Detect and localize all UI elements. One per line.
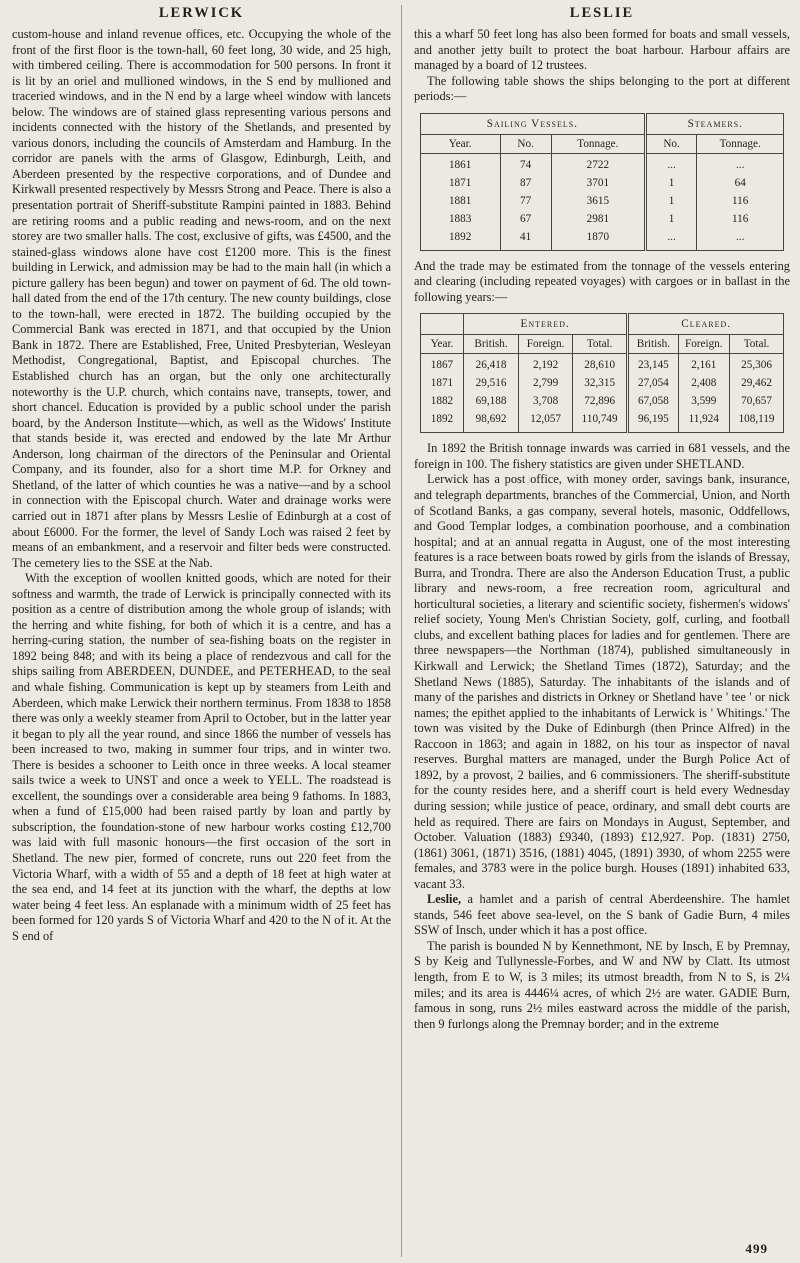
table-cell: 23,145 — [627, 354, 678, 375]
table-cell: 108,119 — [729, 410, 784, 433]
column-header: No. — [500, 134, 551, 153]
lerwick-amenities-paragraph: Lerwick has a post office, with money order, savings bank, insurance, and telegraph departments, branches of the Commercial, Union, and North of Scotland Banks, a gas company, several hotels, masonic, Oddfellows, and Good Templar lodges, a combination poorhouse, and a combination hospital; and at an annual regatta in August, one of the most interesting features is a race between boats rowed by girls from the islands of Bressay, Burra, and Trondra. There are also the Anderson Education Trust, a public library and news-room, a free recreation room, agricultural and horticultural societies, a literary and scientific society, fishermen's widows' relief society, Young Men's Christian Society, golf, curling, and football clubs, and excellent bathing places for ladies and for gentlemen. There are three newspapers—the Northman (1874), published simultaneously in Kirkwall and Lerwick; the Shetland Times (1872), Saturday; and the Shetland News (1885), Saturday. The inhabitants of the islands and of many of the parishes and districts in Orkney or Shetland have ' tee ' or nick names; the epithet applied to the inhabitants of Lerwick is ' Whitings.' The town was visited by the Duke of Edinburgh (then Prince Alfred) in the Raccoon in 1863; and again in 1882, on his tour as inspector of naval reserves. Burghal matters are managed, under the Burgh Police Act of 1892, by a provost, 2 bailies, and 6 commissioners. The sheriff-substitute for the county resides here, and a sheriff court is held every Wednesday during session; while justice of peace, ordinary, and small debt courts are held as required. There are fairs on Mondays in August, September, and October. Valuation (1883) £9340, (1893) £12,927. Pop. (1831) 2750, (1861) 3061, (1871) 3516, (1881) 4045, (1891) 3930, of whom 2255 were females, and 3783 were in the police burgh. Houses (1891) inhabited 633, vacant 33. — [414, 472, 790, 891]
page-number: 499 — [745, 1241, 768, 1256]
ships-table-intro-paragraph: The following table shows the ships belonging to the port at different periods:— — [414, 73, 790, 104]
table-cell: 1882 — [420, 392, 464, 410]
column-header: Total. — [729, 335, 784, 354]
table-row — [420, 192, 784, 210]
table-cell: 87 — [500, 174, 551, 192]
lerwick-townhall-paragraph: custom-house and inland revenue offices, etc. Occupying the whole of the front of the first floor is the town-hall, 60 feet long, 30 wide, and 25 high, with timbered ceiling. There is accommodation for 500 persons. In front it is lit by an oriel and mullioned windows, in the S end by mullioned and traceried windows, and in the N end by a large wheel window with lancets below. The windows are of stained glass representing various persons and incidents connected with the history of the Shetlands, and presented by various donors, including the councils of Amsterdam and Hamburg. In the corridor are panels with the arms of Glasgow, Edinburgh, Leith, and Aberdeen presented by the respective corporations, and of Dundee and Kirkwall presented respectively by Messrs Strong and Peace. There is also a presentation portrait of Sheriff-substitute Rampini painted in 1883. Behind are retiring rooms and a public reading and news-room, and on the next storey are two smaller halls. The cost, exclusive of gifts, was £4500, and the stained-glass windows alone have cost £1200 more. This is the finest building in Lerwick, and admission may be had to the main hall (in which a picture gallery has been begun) and tower on payment of 6d. The old town-hall dated from the end of the 17th century. The new county buildings, close to the town-hall, were erected in 1872. The building occupied by the Commercial Bank was erected in 1871, and that occupied by the Union Bank in 1872. There are Established, Free, United Presbyterian, Wesleyan Methodist, Congregational, Baptist, and Episcopal churches. The Established church has an organ, but the only one architecturally noteworthy is the U.P. church, which contains nave, transepts, tower, and short chancel. Education is provided by a public school under the parish board, by the Anderson Institute—which, as well as the Widows' Institute that stands beside it, was erected and endowed by the late Mr Arthur Anderson, long chairman of the directors of the Peninsular and Oriental Company, and its founder, also for a short time M.P. for Orkney and Shetland, of the latter of which counties he was a native—and by a school in connection with the Episcopal church. Water and drainage works were carried out in 1871 after plans by Messrs Leslie of Edinburgh at a cost of about £6000. For the former, the level of Sandy Loch was raised 2 feet by means of an embankment, and a reservoir and filter beds were constructed. The cemetery lies to the SSE at the Nab. — [12, 27, 391, 570]
table-cell: 110,749 — [573, 410, 628, 433]
group-header-blank — [420, 314, 464, 335]
table-cell: 2722 — [551, 153, 646, 174]
table-cell: 77 — [500, 192, 551, 210]
table-cell: 1861 — [420, 153, 500, 174]
table-cell: ... — [697, 228, 784, 251]
table-cell: 2,799 — [518, 374, 573, 392]
table-cell: 28,610 — [573, 354, 628, 375]
running-head-lerwick: LERWICK — [158, 5, 245, 21]
tonnage-note-paragraph: In 1892 the British tonnage inwards was carried in 681 vessels, and the foreign in 100. The fishery statistics are given under SHETLAND. — [414, 441, 790, 471]
table-group-header-row — [420, 113, 784, 134]
column-header: Year. — [420, 134, 500, 153]
table-row — [420, 174, 784, 192]
leslie-entry-paragraph — [414, 892, 790, 939]
table-cell: 70,657 — [729, 392, 784, 410]
table-cell: 32,315 — [573, 374, 628, 392]
table-cell: 2981 — [551, 210, 646, 228]
column-header: Total. — [573, 335, 628, 354]
leslie-entry-title: Leslie, — [427, 892, 462, 907]
table-row — [420, 228, 784, 251]
table-cell: 2,192 — [518, 354, 573, 375]
table-cell: 2,161 — [678, 354, 729, 375]
table-cell: ... — [646, 228, 697, 251]
table-cell: 3,708 — [518, 392, 573, 410]
table-cell: 26,418 — [464, 354, 519, 375]
table-cell: 116 — [697, 210, 784, 228]
leslie-entry-text: a hamlet and a parish of central Aberdeenshire. The hamlet stands, 546 feet above sea-level, on the S bank of Gadie Burn, 4 miles SSW of Insch, under which it has a post office. — [414, 892, 790, 938]
table-cell: 1881 — [420, 192, 500, 210]
column-header: Tonnage. — [697, 134, 784, 153]
table-row — [420, 210, 784, 228]
column-header: British. — [627, 335, 678, 354]
group-header-entered: Entered. — [464, 314, 628, 335]
table-cell: 3701 — [551, 174, 646, 192]
table-cell: 1883 — [420, 210, 500, 228]
table-cell: 1867 — [420, 354, 464, 375]
table-cell: 1870 — [551, 228, 646, 251]
table-cell: 64 — [697, 174, 784, 192]
table-cell: 3,599 — [678, 392, 729, 410]
table-cell: 1 — [646, 210, 697, 228]
right-column — [401, 5, 790, 1257]
group-header-cleared: Cleared. — [627, 314, 783, 335]
table-cell: 3615 — [551, 192, 646, 210]
tonnage-table-intro-paragraph: And the trade may be estimated from the tonnage of the vessels entering and clearing (including repeated voyages) with cargoes or in ballast in the following years:— — [414, 258, 790, 304]
table-cell: 1871 — [420, 374, 464, 392]
table-cell: 29,516 — [464, 374, 519, 392]
table-cell: 12,057 — [518, 410, 573, 433]
ships-by-period-table — [420, 113, 785, 251]
lerwick-wharf-paragraph: this a wharf 50 feet long has also been formed for boats and small vessels, and another jetty built to protect the boat harbour. Harbour affairs are managed by a board of 12 trustees. — [414, 27, 790, 73]
table-group-header-row — [420, 314, 784, 335]
group-header-steamers: Steamers. — [646, 113, 784, 134]
column-header: Foreign. — [518, 335, 573, 354]
table-cell: 96,195 — [627, 410, 678, 433]
leslie-parish-paragraph: The parish is bounded N by Kennethmont, NE by Insch, E by Premnay, S by Keig and Tullynessle-Forbes, and W and NW by Clatt. Its utmost length, from E to W, is 3 miles; its utmost breadth, from N to S, is 2¼ miles; and its area is 4446¼ acres, of which 2½ are water. GADIE Burn, famous in song, runs 2½ miles eastward across the middle of the parish, then 9 furlongs along the Premnay border; and in the extreme — [414, 938, 790, 1031]
table-row — [420, 374, 784, 392]
table-cell: 98,692 — [464, 410, 519, 433]
table-cell: 1892 — [420, 410, 464, 433]
table-column-header-row — [420, 335, 784, 354]
table-cell: ... — [646, 153, 697, 174]
lerwick-trade-paragraph: With the exception of woollen knitted goods, which are noted for their softness and warmth, the trade of Lerwick is principally connected with its position as a centre of distribution among the whole group of islands; with the herring and white fishing, for both of which it is a centre, and has a herring-curing station, the number of sea-fishing boats on the register in 1892 being 848; and with its being a place of rendezvous and call for the ships sailing from ABERDEEN, DUNDEE, and PETERHEAD, to the seal and whale fishing. Communication is kept up by steamers from Leith and Aberdeen, which make Lerwick their northern terminus. From 1838 to 1858 there was only a weekly steamer from April to October, but in the latter year it began to ply all the year round, and since 1866 the number of vessels has been increased to two, making in summer four trips, and in winter two. There is besides a schooner to Leith once in three weeks. A local steamer sails twice a week to UNST and once a week to YELL. The roadstead is excellent, the soundings over a considerable area being 9 fathoms. In 1883, when a fund of £15,000 had been raised partly by loan and partly by subscription, the foundation-stone of new harbour works costing £12,700 was laid with full masonic honours—the first occasion of the sort in Shetland. The new pier, formed of concrete, runs out 220 feet from the Victoria Wharf, with a width of 55 and a depth of 18 feet at high water at the sea end, and 14 feet at its junction with the wharf, the depths at low water being 4 feet less. An esplanade with a minimum width of 25 feet has been formed for 120 yards S of Victoria Wharf and 420 to the N of it. At the S end of — [12, 571, 391, 943]
table-cell: 69,188 — [464, 392, 519, 410]
table-row — [420, 153, 784, 174]
table-column-header-row — [420, 134, 784, 153]
table-row — [420, 354, 784, 375]
table-cell: 1 — [646, 174, 697, 192]
table-cell: 116 — [697, 192, 784, 210]
table-cell: 27,054 — [627, 374, 678, 392]
column-header: Foreign. — [678, 335, 729, 354]
table-row — [420, 410, 784, 433]
table-cell: 2,408 — [678, 374, 729, 392]
column-header: British. — [464, 335, 519, 354]
table-cell: 29,462 — [729, 374, 784, 392]
table-cell: 11,924 — [678, 410, 729, 433]
table-row — [420, 392, 784, 410]
table-cell: 1 — [646, 192, 697, 210]
left-column — [12, 5, 401, 1257]
table-cell: 1871 — [420, 174, 500, 192]
column-header: Tonnage. — [551, 134, 646, 153]
table-cell: 1892 — [420, 228, 500, 251]
table-cell: 74 — [500, 153, 551, 174]
table-cell: 67,058 — [627, 392, 678, 410]
table-cell: 41 — [500, 228, 551, 251]
table-cell: 25,306 — [729, 354, 784, 375]
running-head-leslie: LESLIE — [569, 5, 635, 21]
table-cell: 67 — [500, 210, 551, 228]
column-header: No. — [646, 134, 697, 153]
group-header-sailing-vessels: Sailing Vessels. — [420, 113, 645, 134]
table-cell: ... — [697, 153, 784, 174]
tonnage-entered-cleared-table — [420, 313, 785, 433]
column-header: Year. — [420, 335, 464, 354]
table-cell: 72,896 — [573, 392, 628, 410]
